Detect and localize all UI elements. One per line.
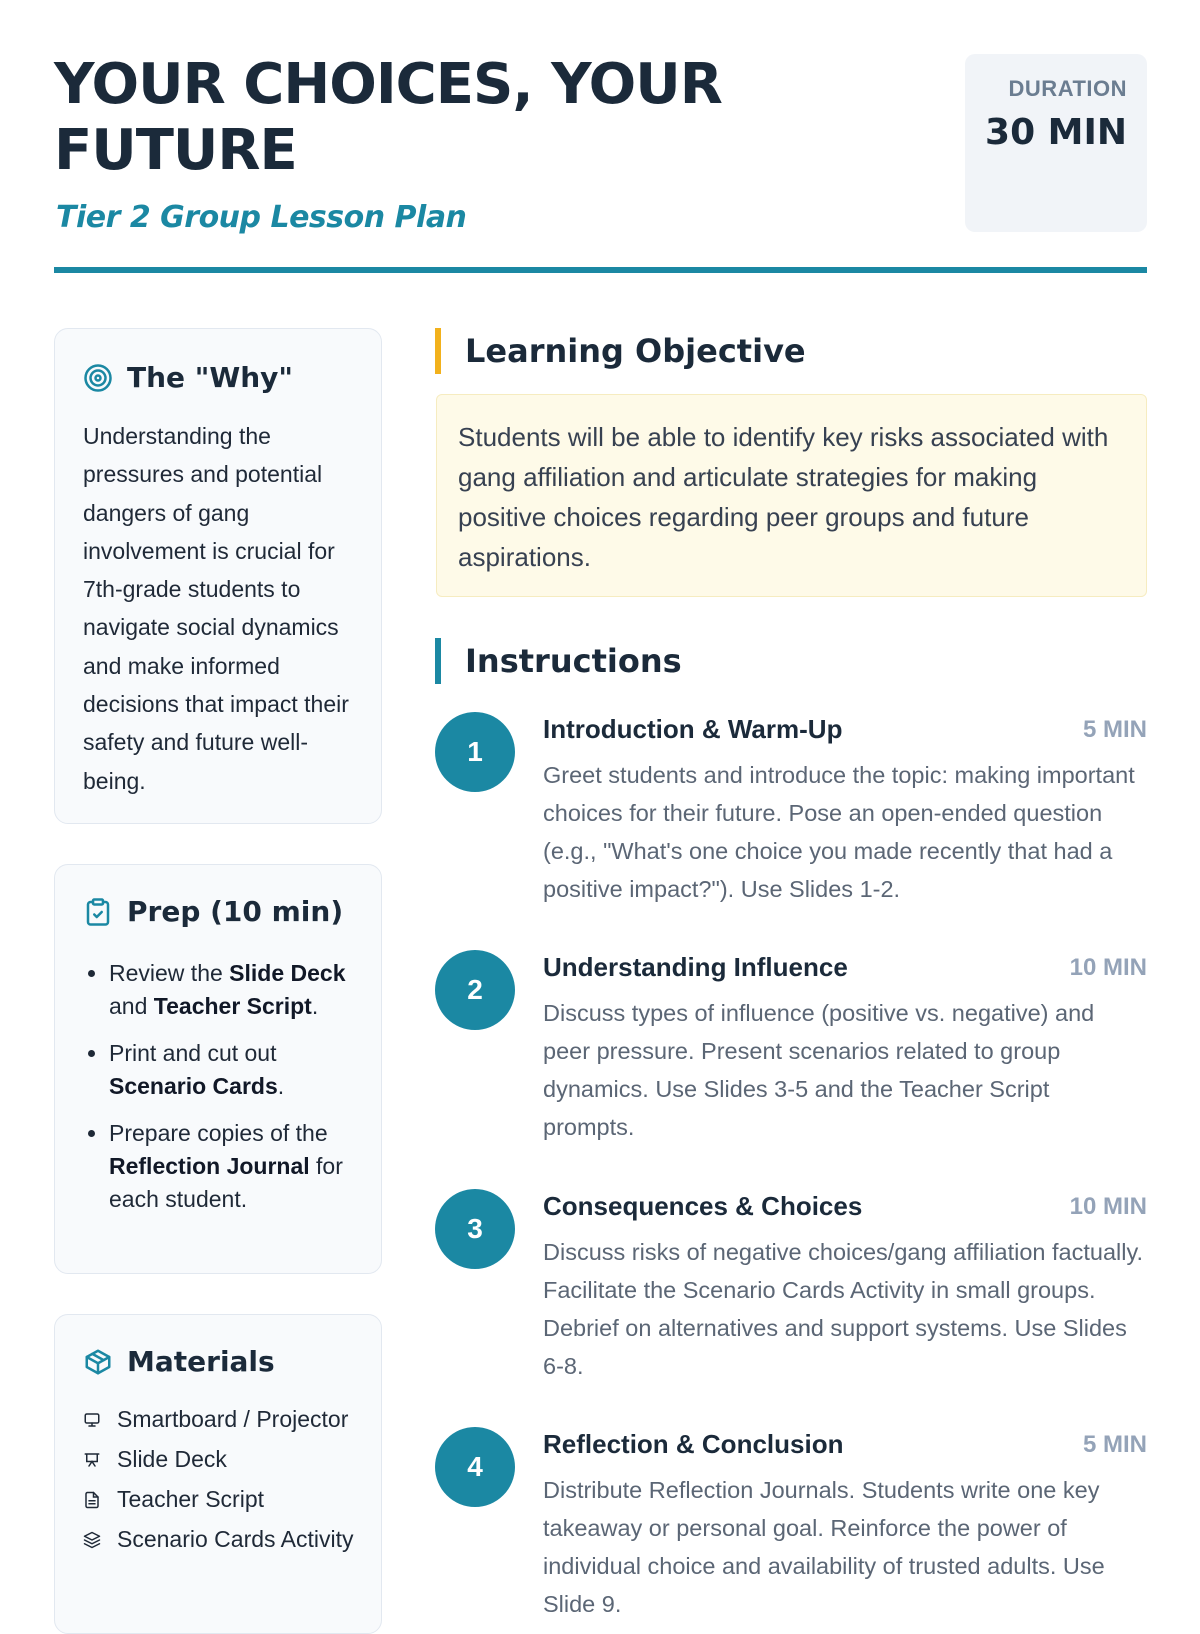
prep-card-title: Prep (10 min) <box>127 895 344 928</box>
material-label: Teacher Script <box>117 1486 265 1512</box>
step-time: 10 MIN <box>1069 1193 1147 1220</box>
prep-item <box>109 1037 369 1103</box>
materials-card-title: Materials <box>127 1345 275 1378</box>
step-number: 1 <box>435 712 515 792</box>
material-label: Scenario Cards Activity <box>117 1526 354 1552</box>
step-title: Consequences & Choices <box>543 1191 863 1221</box>
objective-box: Students will be able to identify key risks associated with gang affiliation and articulate strategies for making positive choices regarding peer groups and future aspirations. <box>436 394 1147 597</box>
prep-item-text: Print and cut out <box>109 1040 277 1066</box>
presentation-icon <box>83 1451 103 1469</box>
prep-item-text: for each student. <box>109 1153 343 1212</box>
step-title: Introduction & Warm-Up <box>543 714 843 744</box>
why-card-header <box>83 361 293 394</box>
target-icon <box>83 363 113 393</box>
prep-item <box>109 1117 369 1216</box>
prep-list <box>109 957 369 1230</box>
monitor-icon <box>83 1411 103 1429</box>
list-item <box>83 1483 363 1516</box>
step-description: Discuss risks of negative choices/gang affiliation factually. Facilitate the Scenario Cards Activity in small groups. Debrief on alternatives and support systems. Use Slides 6-8. <box>543 1239 1143 1379</box>
why-card <box>54 328 382 824</box>
list-item <box>83 1403 363 1436</box>
step-title: Understanding Influence <box>543 952 848 982</box>
objective-section-header <box>435 328 806 374</box>
objective-accent-bar <box>435 328 441 374</box>
lesson-header <box>54 52 1147 274</box>
prep-item-emphasis: Reflection Journal <box>109 1153 310 1179</box>
prep-item-text: and <box>109 993 154 1019</box>
why-card-title: The "Why" <box>127 361 294 394</box>
prep-card <box>54 864 382 1274</box>
step-description: Discuss types of influence (positive vs. negative) and peer pressure. Present scenarios related to group dynamics. Use Slides 3-5 and the Teacher Script prompts. <box>543 1000 1095 1140</box>
prep-item-emphasis: Scenario Cards <box>109 1073 278 1099</box>
step-time: 5 MIN <box>1082 1431 1147 1458</box>
document-icon <box>83 1491 103 1509</box>
step-title: Reflection & Conclusion <box>543 1429 844 1459</box>
step-number: 2 <box>435 950 515 1030</box>
materials-list <box>83 1403 363 1563</box>
clipboard-check-icon <box>83 897 113 927</box>
duration-value: 30 MIN <box>985 112 1127 153</box>
header-divider <box>54 267 1147 273</box>
objective-title: Learning Objective <box>465 332 806 370</box>
prep-item-text: Prepare copies of the <box>109 1120 328 1146</box>
instructions-section-header <box>435 638 682 684</box>
duration-badge <box>965 54 1147 232</box>
prep-card-header <box>83 895 343 928</box>
prep-item-text: Review the <box>109 960 230 986</box>
prep-item-emphasis: Teacher Script <box>153 993 312 1019</box>
page-title: YOUR CHOICES, YOUR FUTURE <box>54 52 722 183</box>
prep-item-emphasis: Slide Deck <box>229 960 346 986</box>
step-number: 4 <box>435 1427 515 1507</box>
material-label: Slide Deck <box>117 1446 227 1472</box>
list-item <box>83 1443 363 1476</box>
materials-card <box>54 1314 382 1634</box>
prep-item-text: . <box>311 993 319 1019</box>
layers-icon <box>83 1531 103 1549</box>
duration-label: DURATION <box>1008 76 1127 101</box>
box-icon <box>83 1347 113 1377</box>
prep-item <box>109 957 369 1023</box>
material-label: Smartboard / Projector <box>117 1406 349 1432</box>
instructions-title: Instructions <box>465 642 682 680</box>
page-subtitle: Tier 2 Group Lesson Plan <box>56 200 467 235</box>
prep-item-text: . <box>277 1073 285 1099</box>
list-item <box>83 1523 363 1556</box>
instructions-accent-bar <box>435 638 441 684</box>
step-description: Distribute Reflection Journals. Students write one key takeaway or personal goal. Reinforce the power of individual choice and availability of trusted adults. Use Slide 9. <box>543 1477 1105 1617</box>
step-number: 3 <box>435 1189 515 1269</box>
why-card-body: Understanding the pressures and potential dangers of gang involvement is crucial for 7th-grade students to navigate social dynamics and make informed decisions that impact their safety and future well-being. <box>83 423 349 794</box>
materials-card-header <box>83 1345 275 1378</box>
step-time: 10 MIN <box>1069 954 1147 981</box>
step-time: 5 MIN <box>1082 716 1147 743</box>
step-description: Greet students and introduce the topic: making important choices for their future. Pose an open-ended question (e.g., "What's one choice you made recently that had a positive impact?"). Use Slides 1-2. <box>543 762 1135 902</box>
